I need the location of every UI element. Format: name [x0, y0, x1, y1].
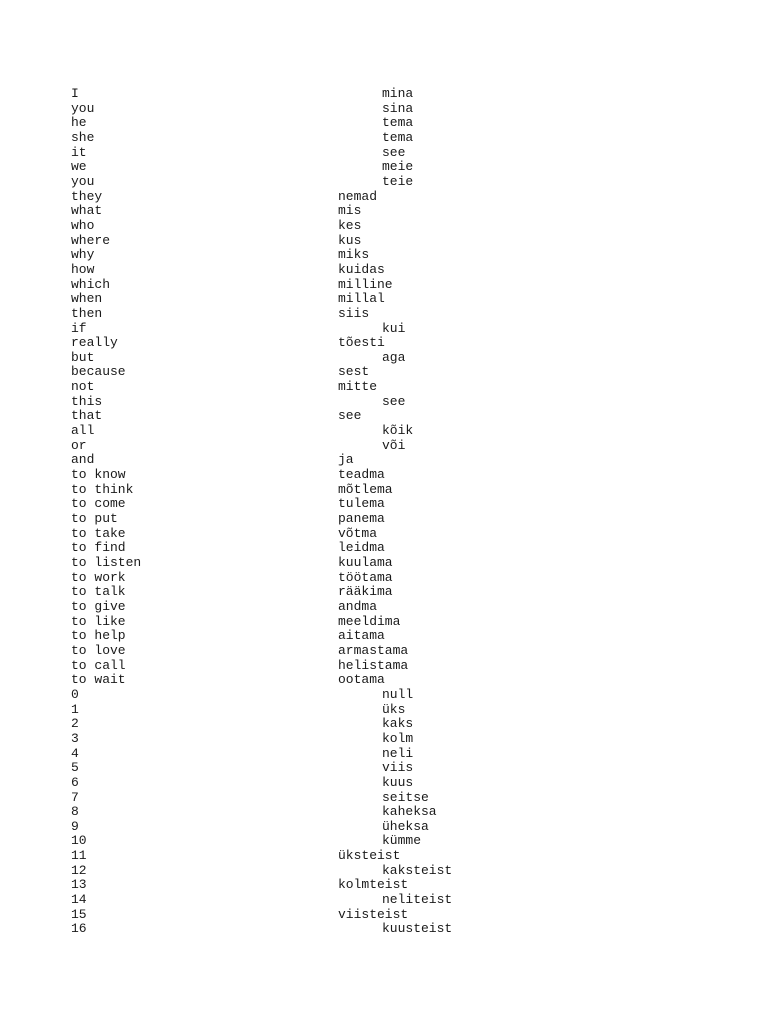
english-word: 13: [71, 877, 87, 893]
estonian-word: armastama: [338, 642, 409, 658]
english-word: or: [71, 437, 87, 453]
vocabulary-row: [0, 703, 768, 718]
estonian-word: aga: [382, 349, 406, 365]
english-word: 15: [71, 906, 87, 922]
estonian-word: kuidas: [338, 261, 385, 277]
english-word: why: [71, 247, 95, 263]
english-word: they: [71, 188, 103, 204]
english-word: to talk: [71, 584, 126, 600]
english-word: 5: [71, 760, 79, 776]
estonian-word: viis: [382, 760, 414, 776]
vocabulary-row: [0, 175, 768, 190]
estonian-word: kuulama: [338, 555, 393, 570]
vocabulary-row: [0, 292, 768, 307]
vocabulary-row: [0, 688, 768, 703]
vocabulary-row: [0, 497, 768, 512]
estonian-word: üksteist: [338, 848, 401, 864]
english-word: we: [71, 159, 87, 175]
estonian-word: kes: [338, 217, 362, 233]
vocabulary-row: [0, 893, 768, 908]
vocabulary-row: [0, 747, 768, 762]
estonian-word: see: [338, 408, 362, 424]
estonian-word: kus: [338, 232, 362, 248]
english-word: to know: [71, 467, 126, 483]
estonian-word: meeldima: [338, 613, 401, 629]
english-word: to wait: [71, 672, 126, 688]
estonian-word: või: [382, 437, 406, 453]
english-word: to like: [71, 613, 126, 629]
vocabulary-row: [0, 834, 768, 849]
vocabulary-row: [0, 541, 768, 556]
estonian-word: töötama: [338, 569, 393, 585]
vocabulary-row: [0, 322, 768, 337]
vocabulary-row: [0, 365, 768, 380]
vocabulary-row: [0, 278, 768, 293]
vocabulary-row: [0, 761, 768, 776]
estonian-word: tema: [382, 115, 414, 131]
vocabulary-row: [0, 791, 768, 806]
estonian-word: üheksa: [382, 818, 429, 834]
vocabulary-list: [0, 87, 768, 937]
estonian-word: leidma: [338, 540, 385, 556]
english-word: all: [71, 423, 95, 439]
english-word: to come: [71, 496, 126, 512]
vocabulary-row: [0, 732, 768, 747]
estonian-word: panema: [338, 511, 385, 527]
english-word: and: [71, 452, 95, 468]
vocabulary-row: [0, 776, 768, 791]
english-word: 11: [71, 848, 87, 864]
estonian-word: üks: [382, 701, 406, 717]
english-word: 7: [71, 789, 79, 805]
vocabulary-row: [0, 351, 768, 366]
estonian-word: neliteist: [382, 892, 453, 908]
vocabulary-row: [0, 263, 768, 278]
estonian-word: sest: [338, 364, 370, 380]
english-word: to think: [71, 481, 134, 497]
english-word: how: [71, 261, 95, 277]
english-word: 10: [71, 833, 87, 849]
estonian-word: null: [382, 686, 414, 702]
estonian-word: meie: [382, 159, 414, 175]
vocabulary-row: [0, 395, 768, 410]
english-word: she: [71, 129, 95, 145]
english-word: where: [71, 232, 111, 248]
english-word: but: [71, 349, 95, 365]
vocabulary-row: [0, 512, 768, 527]
vocabulary-row: [0, 615, 768, 630]
vocabulary-row: [0, 527, 768, 542]
english-word: 3: [71, 730, 79, 746]
estonian-word: võtma: [338, 525, 378, 541]
vocabulary-row: [0, 820, 768, 835]
estonian-word: miks: [338, 247, 370, 263]
estonian-word: ja: [338, 452, 354, 468]
vocabulary-row: [0, 673, 768, 688]
vocabulary-row: [0, 600, 768, 615]
vocabulary-row: [0, 468, 768, 483]
english-word: to help: [71, 628, 126, 644]
vocabulary-row: [0, 102, 768, 117]
estonian-word: mitte: [338, 379, 378, 395]
estonian-word: mõtlema: [338, 481, 393, 497]
vocabulary-row: [0, 908, 768, 923]
estonian-word: kaksteist: [382, 862, 453, 878]
english-word: 2: [71, 716, 79, 732]
estonian-word: mina: [382, 86, 414, 101]
english-word: to love: [71, 642, 126, 658]
english-word: you: [71, 173, 95, 189]
estonian-word: kaheksa: [382, 804, 437, 820]
english-word: to give: [71, 598, 126, 614]
english-word: you: [71, 100, 95, 116]
vocabulary-row: [0, 380, 768, 395]
estonian-word: milline: [338, 276, 393, 292]
estonian-word: tõesti: [338, 335, 385, 351]
estonian-word: kolmteist: [338, 877, 409, 893]
english-word: to find: [71, 540, 126, 556]
english-word: to take: [71, 525, 126, 541]
english-word: 12: [71, 862, 87, 878]
english-word: because: [71, 364, 126, 380]
english-word: really: [71, 335, 118, 351]
english-word: not: [71, 379, 95, 395]
english-word: to work: [71, 569, 126, 585]
estonian-word: kuus: [382, 774, 414, 790]
estonian-word: seitse: [382, 789, 429, 805]
estonian-word: viisteist: [338, 906, 409, 922]
english-word: what: [71, 203, 103, 219]
vocabulary-row: [0, 219, 768, 234]
english-word: when: [71, 291, 103, 307]
vocabulary-row: [0, 204, 768, 219]
english-word: 14: [71, 892, 87, 908]
vocabulary-row: [0, 190, 768, 205]
estonian-word: kümme: [382, 833, 422, 849]
english-word: 16: [71, 921, 87, 937]
estonian-word: teadma: [338, 467, 385, 483]
vocabulary-row: [0, 849, 768, 864]
estonian-word: tulema: [338, 496, 385, 512]
english-word: 9: [71, 818, 79, 834]
english-word: to call: [71, 657, 126, 673]
english-word: 0: [71, 686, 79, 702]
vocabulary-row: [0, 160, 768, 175]
vocabulary-row: [0, 116, 768, 131]
estonian-word: millal: [338, 291, 385, 307]
english-word: 1: [71, 701, 79, 717]
estonian-word: kuusteist: [382, 921, 453, 937]
estonian-word: see: [382, 144, 406, 160]
english-word: who: [71, 217, 95, 233]
english-word: to listen: [71, 555, 142, 570]
english-word: 6: [71, 774, 79, 790]
vocabulary-row: [0, 571, 768, 586]
english-word: 4: [71, 745, 79, 761]
estonian-word: aitama: [338, 628, 385, 644]
vocabulary-row: [0, 234, 768, 249]
estonian-word: tema: [382, 129, 414, 145]
estonian-word: kaks: [382, 716, 414, 732]
estonian-word: kõik: [382, 423, 414, 439]
vocabulary-row: [0, 336, 768, 351]
english-word: it: [71, 144, 87, 160]
estonian-word: ootama: [338, 672, 385, 688]
english-word: this: [71, 393, 103, 409]
vocabulary-row: [0, 87, 768, 102]
estonian-word: see: [382, 393, 406, 409]
estonian-word: nemad: [338, 188, 378, 204]
vocabulary-row: [0, 439, 768, 454]
vocabulary-row: [0, 644, 768, 659]
english-word: he: [71, 115, 87, 131]
vocabulary-row: [0, 248, 768, 263]
estonian-word: helistama: [338, 657, 409, 673]
vocabulary-row: [0, 131, 768, 146]
vocabulary-row: [0, 556, 768, 571]
estonian-word: sina: [382, 100, 414, 116]
estonian-word: siis: [338, 305, 370, 321]
vocabulary-row: [0, 483, 768, 498]
vocabulary-row: [0, 585, 768, 600]
english-word: to put: [71, 511, 118, 527]
vocabulary-row: [0, 629, 768, 644]
vocabulary-row: [0, 922, 768, 937]
english-word: if: [71, 320, 87, 336]
vocabulary-row: [0, 146, 768, 161]
estonian-word: andma: [338, 598, 378, 614]
estonian-word: mis: [338, 203, 362, 219]
vocabulary-row: [0, 453, 768, 468]
vocabulary-row: [0, 424, 768, 439]
estonian-word: neli: [382, 745, 414, 761]
vocabulary-row: [0, 717, 768, 732]
vocabulary-row: [0, 659, 768, 674]
estonian-word: kui: [382, 320, 406, 336]
vocabulary-row: [0, 805, 768, 820]
vocabulary-row: [0, 864, 768, 879]
english-word: that: [71, 408, 103, 424]
vocabulary-row: [0, 409, 768, 424]
english-word: I: [71, 86, 79, 101]
estonian-word: kolm: [382, 730, 414, 746]
english-word: which: [71, 276, 111, 292]
estonian-word: teie: [382, 173, 414, 189]
english-word: then: [71, 305, 103, 321]
vocabulary-row: [0, 878, 768, 893]
english-word: 8: [71, 804, 79, 820]
vocabulary-row: [0, 307, 768, 322]
estonian-word: rääkima: [338, 584, 393, 600]
